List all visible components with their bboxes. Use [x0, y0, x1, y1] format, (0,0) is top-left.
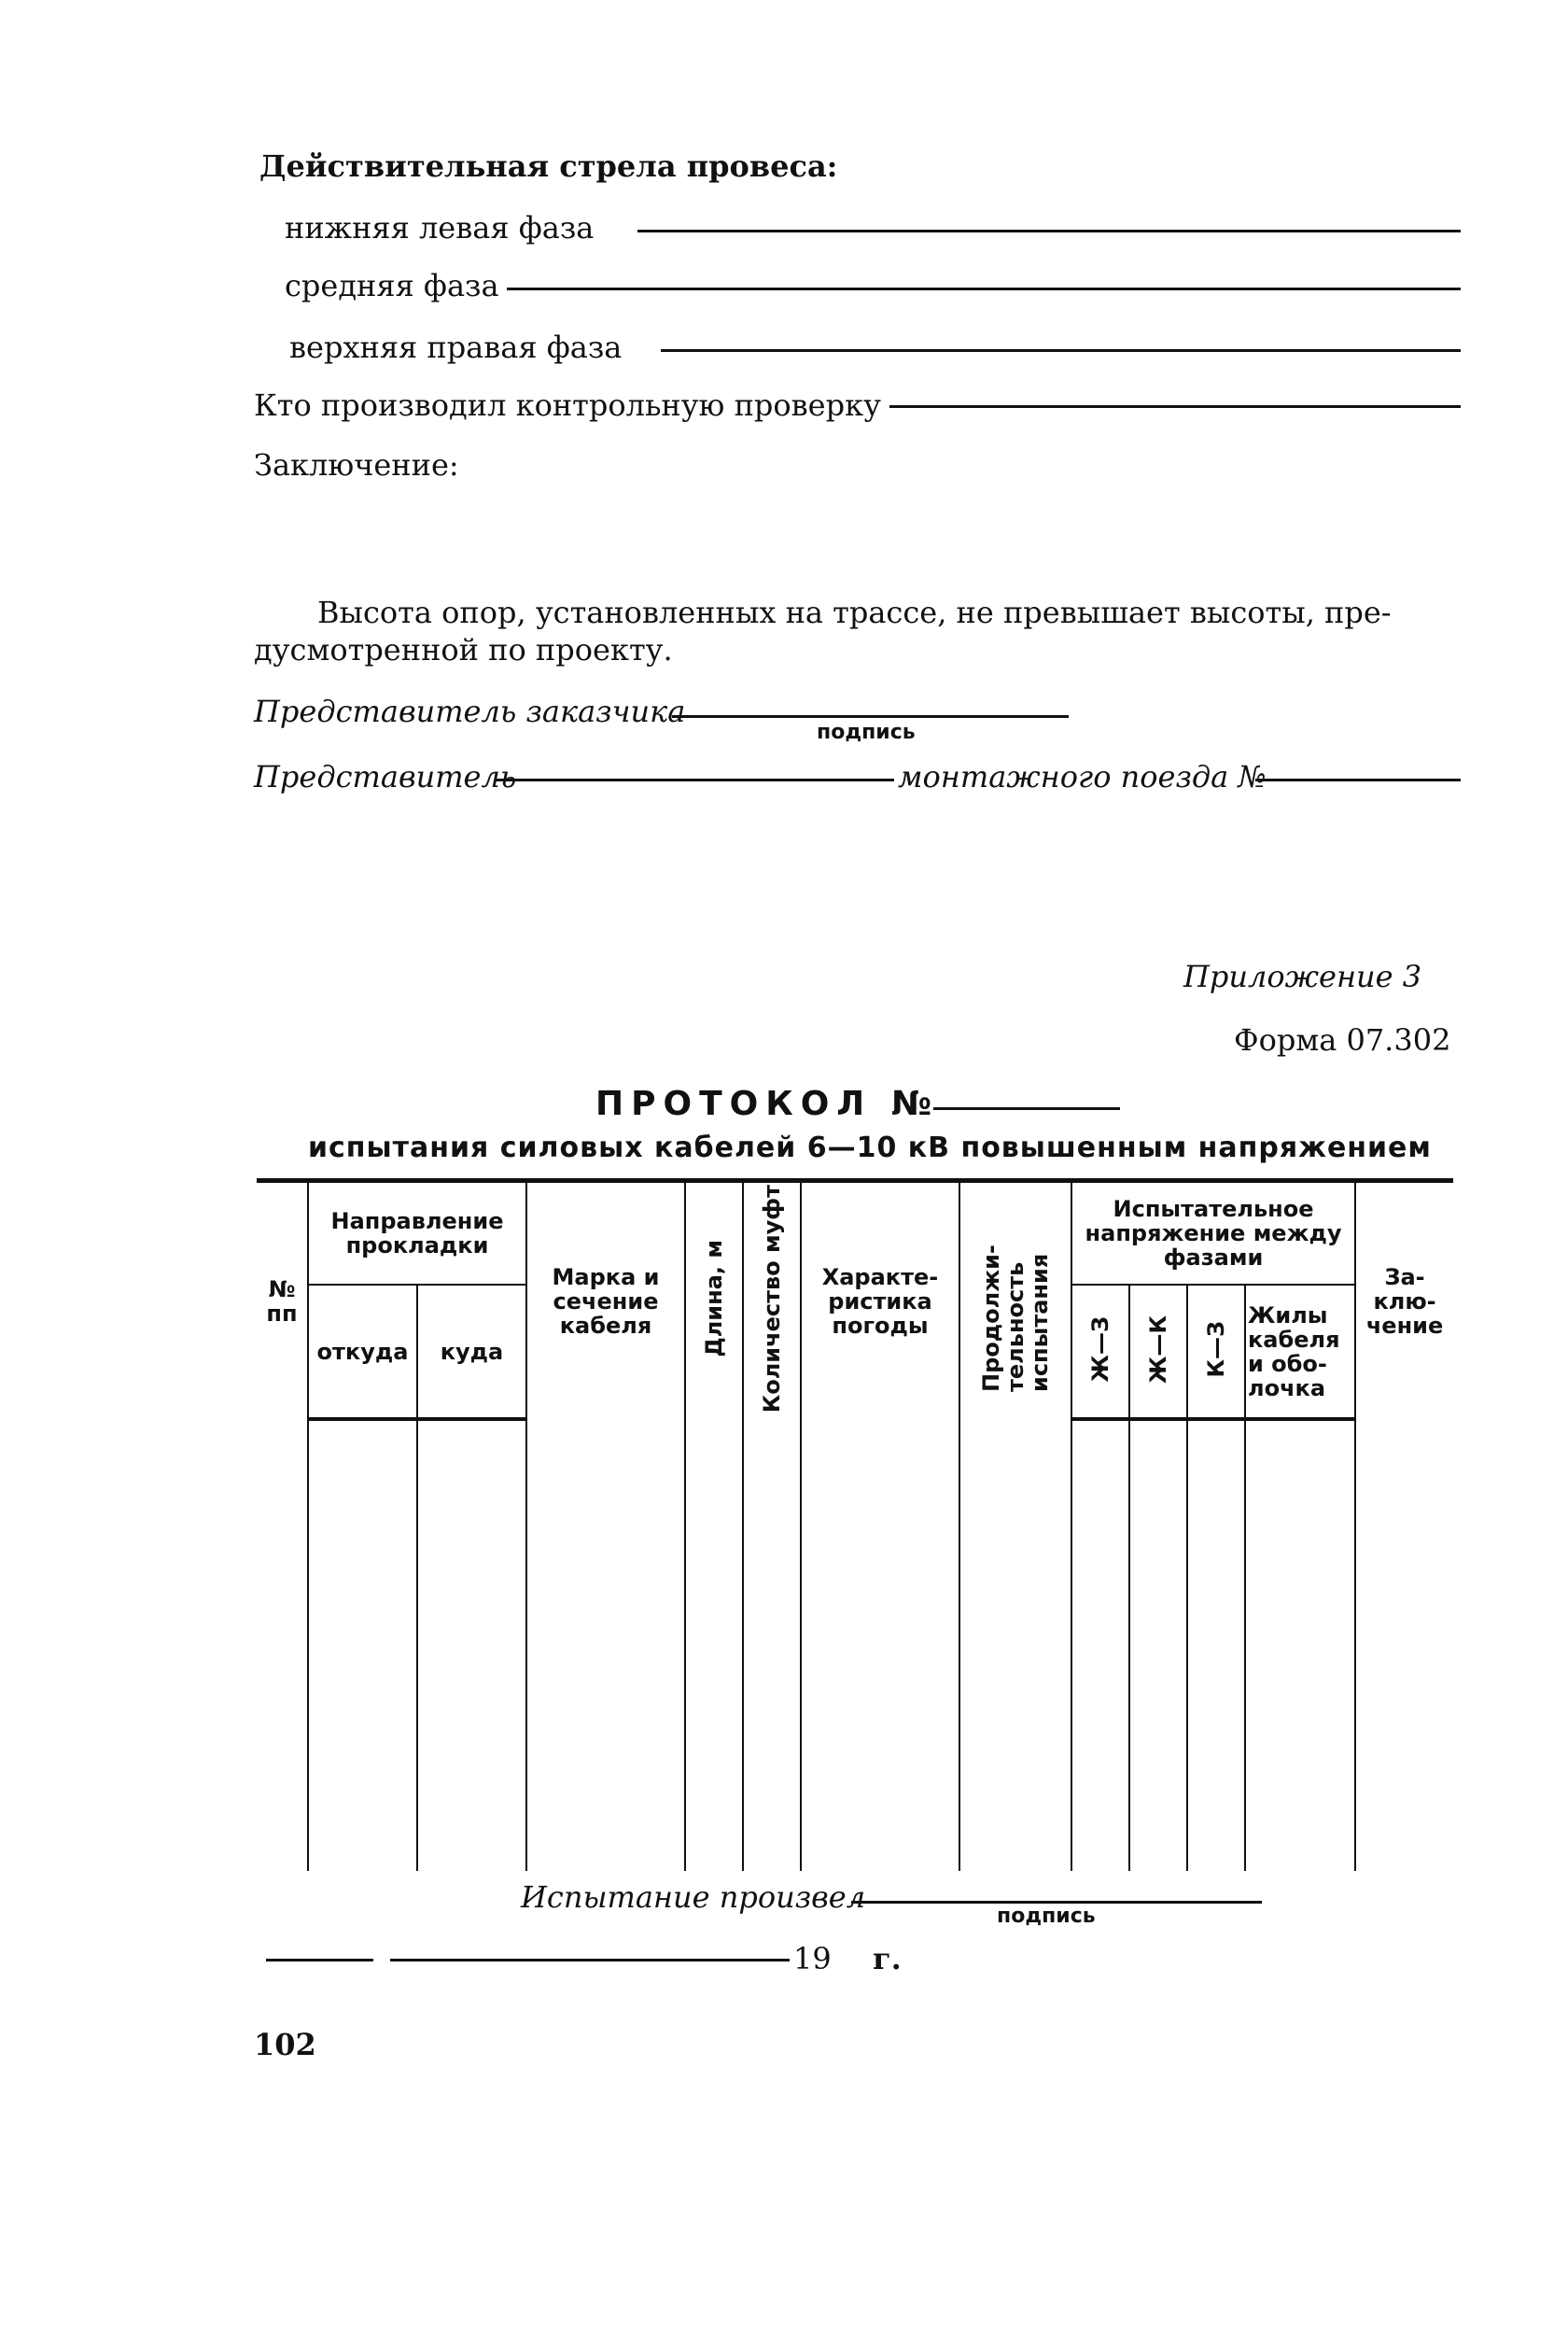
cell-couplings[interactable]	[743, 1419, 801, 1871]
sag-upper-right-label: верхняя правая фаза	[289, 330, 623, 365]
col-voltage-group-header: Испытательное напряжение между фазами	[1071, 1181, 1355, 1285]
col-zh-k-text: Ж—К	[1145, 1315, 1171, 1384]
table-row	[257, 1419, 1453, 1871]
sag-middle-label: средняя фаза	[285, 268, 499, 303]
col-zh-z-header	[1071, 1285, 1129, 1420]
col-num-header: № пп	[257, 1181, 308, 1420]
col-mark-header: Марка и сечение кабеля	[526, 1181, 685, 1420]
appendix-label: Приложение 3	[1183, 959, 1422, 994]
rep-name-field[interactable]	[495, 779, 894, 781]
cell-num[interactable]	[257, 1419, 308, 1871]
form-number: Форма 07.302	[1234, 1022, 1451, 1058]
control-check-label: Кто производил контрольную проверку	[254, 387, 881, 423]
col-cores-header: Жилы кабеля и обо-лочка	[1245, 1285, 1355, 1420]
col-weather-header: Характе-ристика погоды	[801, 1181, 959, 1420]
col-from-header: откуда	[308, 1285, 417, 1420]
signature-caption: подпись	[817, 721, 916, 744]
date-month-field[interactable]	[390, 1959, 790, 1961]
statement-line-2: дусмотренной по проекту.	[254, 632, 673, 668]
control-check-field[interactable]	[889, 405, 1461, 408]
protocol-subtitle: испытания силовых кабелей 6—10 кВ повышенным напряжением	[308, 1132, 1432, 1164]
cell-zh-k[interactable]	[1129, 1419, 1187, 1871]
cell-mark[interactable]	[526, 1419, 685, 1871]
col-zh-z-text: Ж—З	[1087, 1315, 1113, 1383]
rep-label: Представитель	[254, 759, 517, 794]
cell-from[interactable]	[308, 1419, 417, 1871]
col-duration-header	[959, 1181, 1071, 1420]
date-day-field[interactable]	[266, 1959, 373, 1961]
test-performed-signature-field[interactable]	[851, 1901, 1262, 1904]
statement-line-1: Высота опор, установленных на трассе, не превышает высоты, пре-	[317, 595, 1392, 630]
date-year-prefix: 19	[793, 1941, 832, 1976]
col-to-header: куда	[417, 1285, 526, 1420]
protocol-title: ПРОТОКОЛ №	[595, 1085, 940, 1123]
sag-middle-field[interactable]	[507, 288, 1461, 290]
col-length-text: Длина, м	[701, 1240, 727, 1358]
test-performed-label: Испытание произвел	[521, 1879, 866, 1915]
cell-duration[interactable]	[959, 1419, 1071, 1871]
date-year-g: г.	[873, 1941, 902, 1976]
cell-length[interactable]	[685, 1419, 743, 1871]
sag-lower-left-label: нижняя левая фаза	[285, 210, 595, 246]
conclusion-label: Заключение:	[254, 447, 459, 483]
col-k-z-text: К—З	[1203, 1320, 1229, 1378]
col-zh-k-header	[1129, 1285, 1187, 1420]
col-couplings-header	[743, 1181, 801, 1420]
col-direction-group-header: Направление прокладки	[308, 1181, 526, 1285]
cell-conclusion[interactable]	[1355, 1419, 1453, 1871]
cell-to[interactable]	[417, 1419, 526, 1871]
cell-weather[interactable]	[801, 1419, 959, 1871]
rep-customer-label: Представитель заказчика	[254, 694, 686, 729]
cell-cores[interactable]	[1245, 1419, 1355, 1871]
signature-caption-2: подпись	[997, 1905, 1096, 1928]
col-length-header	[685, 1181, 743, 1420]
col-conclusion-header: За-клю-чение	[1355, 1181, 1453, 1420]
col-couplings-text: Количество муфт	[759, 1185, 785, 1413]
rep-customer-signature-field[interactable]	[672, 715, 1069, 718]
sag-heading: Действительная стрела провеса:	[259, 148, 838, 184]
col-duration-text: Продолжи-тельность испытания	[978, 1244, 1053, 1393]
mounting-train-number-field[interactable]	[1255, 779, 1461, 781]
sag-upper-right-field[interactable]	[661, 349, 1461, 352]
page-number: 102	[254, 2027, 316, 2062]
protocol-table	[257, 1178, 1453, 1841]
cell-zh-z[interactable]	[1071, 1419, 1129, 1871]
protocol-number-field[interactable]	[933, 1107, 1120, 1110]
mounting-train-label: монтажного поезда №	[898, 759, 1267, 794]
col-k-z-header	[1187, 1285, 1245, 1420]
sag-lower-left-field[interactable]	[637, 230, 1461, 232]
cell-k-z[interactable]	[1187, 1419, 1245, 1871]
